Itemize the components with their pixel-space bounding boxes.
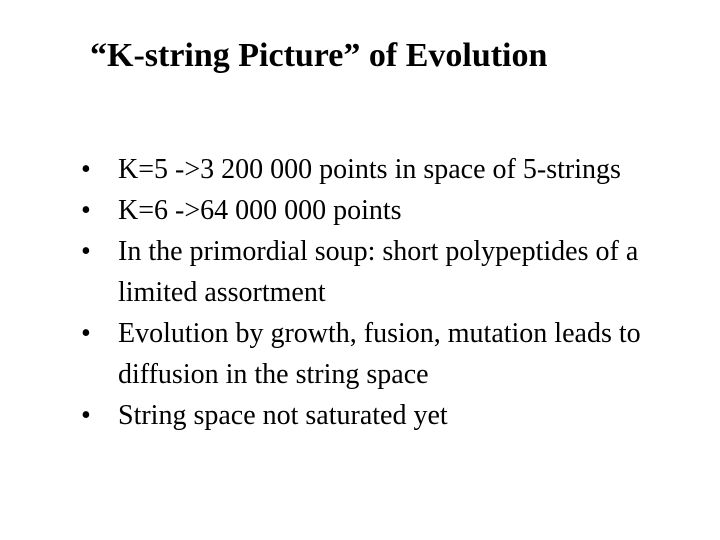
bullet-item xyxy=(81,231,701,313)
bullet-text: Evolution by growth, fusion, mutation leads to diffusion in the string space xyxy=(118,318,641,390)
bullet-item xyxy=(81,313,701,395)
bullet-marker: • xyxy=(81,318,91,349)
bullet-marker: • xyxy=(81,236,91,267)
slide-title: “K-string Picture” of Evolution xyxy=(90,37,548,74)
bullet-item xyxy=(81,395,701,436)
bullet-text: K=6 ->64 000 000 points xyxy=(118,195,402,226)
bullet-item xyxy=(81,149,701,190)
bullet-text: In the primordial soup: short polypeptides of a limited assortment xyxy=(118,236,639,308)
bullet-text: String space not saturated yet xyxy=(118,400,448,431)
bullet-list xyxy=(81,149,701,436)
bullet-marker: • xyxy=(81,195,91,226)
bullet-marker: • xyxy=(81,400,91,431)
bullet-item xyxy=(81,190,701,231)
bullet-marker: • xyxy=(81,154,91,185)
bullet-text: K=5 ->3 200 000 points in space of 5-strings xyxy=(118,154,621,185)
